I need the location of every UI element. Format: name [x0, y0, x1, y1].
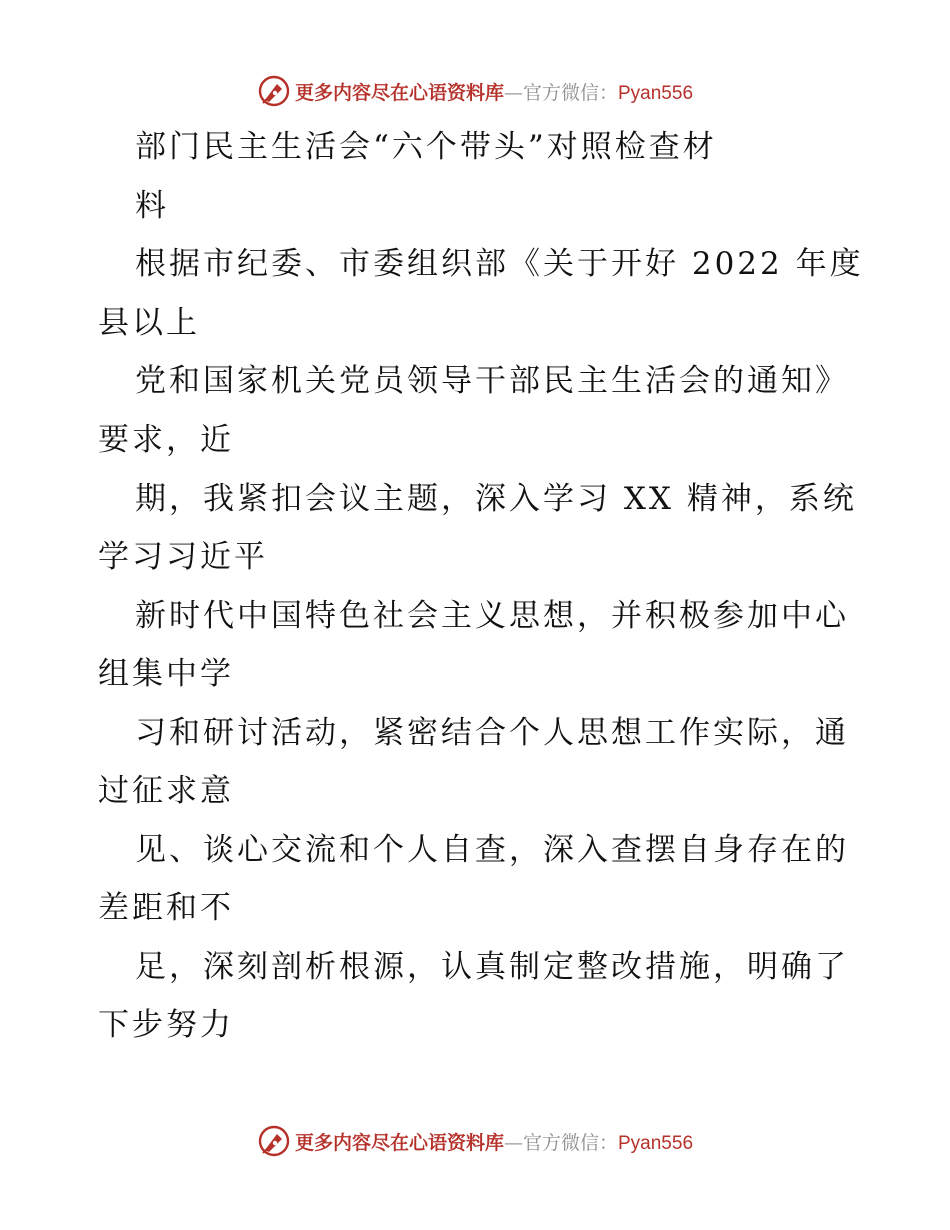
watermark-dash: —: [503, 81, 523, 104]
header-watermark: [0, 71, 950, 111]
body-line: 要求，近: [98, 422, 234, 458]
watermark-wechat-id: Pyan556: [618, 82, 694, 104]
body-line: 期，我紧扣会议主题，深入学习 XX 精神，系统: [135, 481, 857, 517]
body-line: 组集中学: [98, 656, 234, 692]
watermark-wechat-label: 官方微信：: [522, 1131, 618, 1154]
body-line: 差距和不: [98, 890, 234, 926]
body-line: 足，深刻剖析根源，认真制定整改措施，明确了: [135, 949, 849, 985]
document-title-line-2: 料: [135, 188, 169, 224]
body-line: 县以上: [98, 305, 200, 341]
watermark-dash: —: [503, 1131, 523, 1154]
watermark-brand: 更多内容尽在心语资料库: [294, 1131, 504, 1154]
body-line: 习和研讨活动，紧密结合个人思想工作实际，通: [135, 715, 849, 751]
body-line: 根据市纪委、市委组织部《关于开好 2022 年度: [135, 246, 864, 282]
document-title-line-1: 部门民主生活会“六个带头”对照检查材: [135, 129, 717, 165]
body-line: 见、谈心交流和个人自查，深入查摆自身存在的: [135, 832, 849, 868]
pen-nib-logo-icon: [257, 1124, 291, 1158]
pen-nib-logo-icon: [257, 74, 291, 108]
body-line: 党和国家机关党员领导干部民主生活会的通知》: [135, 363, 849, 399]
body-line: 新时代中国特色社会主义思想，并积极参加中心: [135, 598, 849, 634]
body-line: 学习习近平: [98, 539, 268, 575]
footer-watermark: [0, 1121, 950, 1161]
watermark-wechat-id: Pyan556: [618, 1132, 694, 1154]
watermark-text: [295, 1128, 693, 1155]
body-line: 下步努力: [98, 1007, 234, 1043]
watermark-text: [295, 78, 693, 105]
watermark-wechat-label: 官方微信：: [522, 81, 618, 104]
watermark-brand: 更多内容尽在心语资料库: [294, 81, 504, 104]
body-line: 过征求意: [98, 773, 234, 809]
